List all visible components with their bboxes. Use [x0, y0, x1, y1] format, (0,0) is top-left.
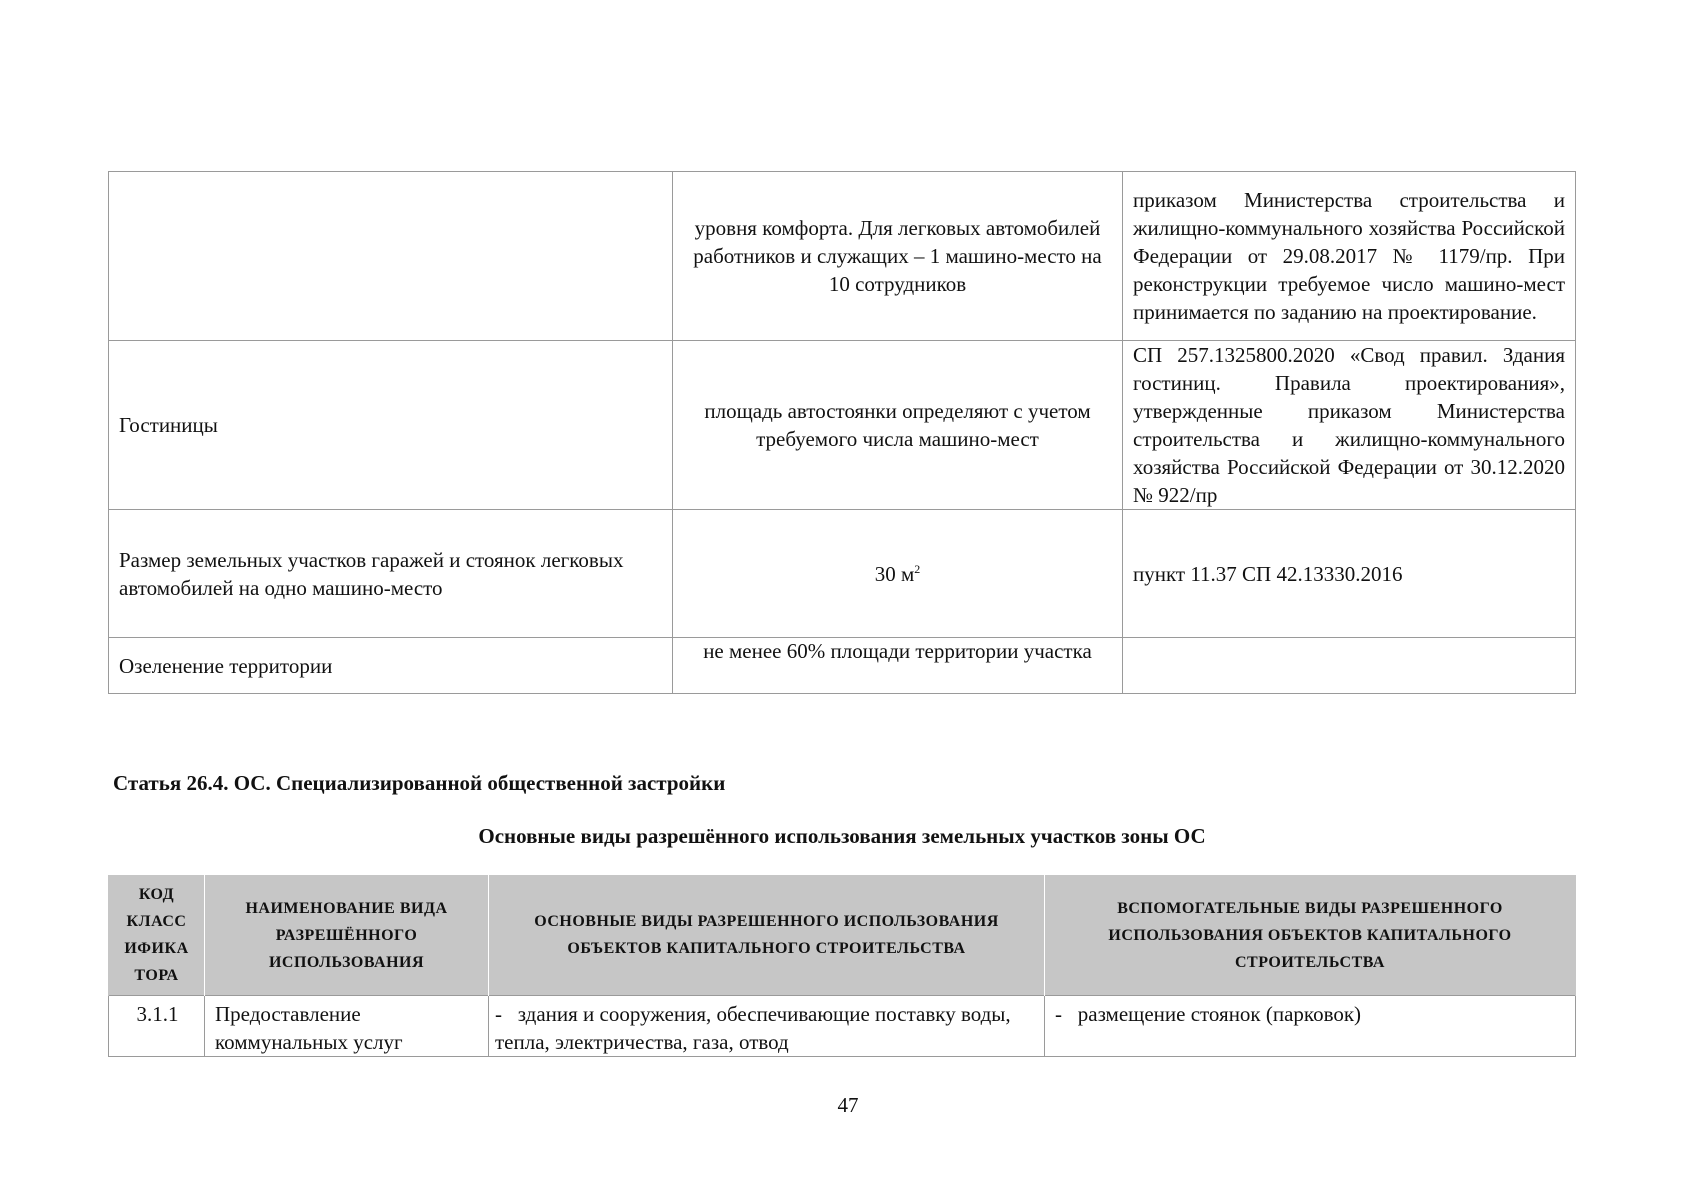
table-cell: пункт 11.37 СП 42.13330.2016: [1123, 510, 1576, 638]
use-code: 3.1.1: [109, 996, 205, 1057]
table-cell: Гостиницы: [109, 341, 673, 510]
table-cell: [109, 172, 673, 341]
table-cell: СП 257.1325800.2020 «Свод правил. Здания гостиниц. Правила проектирования», утвержденные приказом Министерства строительства и жилищно-коммунального хозяйства Российской Федерации от 30.12.2020 № 922/пр: [1123, 341, 1576, 510]
header-name: НАИМЕНОВАНИЕ ВИДА РАЗРЕШЁННОГО ИСПОЛЬЗОВАНИЯ: [205, 875, 489, 996]
permitted-use-table: [108, 875, 1576, 1057]
table-cell: [673, 510, 1123, 638]
table-row: [109, 341, 1576, 510]
table-cell: Озеленение территории: [109, 638, 673, 694]
header-code: [109, 875, 205, 996]
aux-uses-cell: - размещение стоянок (парковок): [1045, 996, 1576, 1057]
header-code-line: ТОРА: [134, 967, 179, 984]
use-name: Предоставление коммунальных услуг: [205, 996, 489, 1057]
header-code-line: КЛАСС: [126, 913, 187, 930]
table-row: [109, 638, 1576, 694]
header-code-line: КОД: [138, 886, 175, 903]
table-cell: не менее 60% площади территории участка: [673, 638, 1123, 694]
main-uses-cell: - здания и сооружения, обеспечивающие поставку воды, тепла, электричества, газа, отвод: [489, 996, 1045, 1057]
table-cell: Размер земельных участков гаражей и стоянок легковых автомобилей на одно машино-место: [109, 510, 673, 638]
table-cell: уровня комфорта. Для легковых автомобилей работников и служащих – 1 машино-место на 10 сотрудников: [673, 172, 1123, 341]
area-value: 30 м: [874, 561, 915, 586]
table-header-row: [109, 875, 1576, 996]
table-row: [109, 172, 1576, 341]
area-unit-superscript: 2: [914, 561, 921, 576]
header-code-line: ИФИКA: [124, 940, 189, 957]
parking-requirements-table: [108, 171, 1576, 694]
table-title: Основные виды разрешённого использования земельных участков зоны ОС: [478, 824, 1206, 848]
table-row: [109, 996, 1576, 1057]
table-row: [109, 510, 1576, 638]
table-cell: приказом Министерства строительства и жилищно-коммунального хозяйства Российской Федерации от 29.08.2017 № 1179/пр. При реконструкции требуемое число машино-мест принимается по заданию на проектирование.: [1123, 172, 1576, 341]
page-number: 47: [837, 1093, 859, 1117]
table-cell: площадь автостоянки определяют с учетом требуемого числа машино-мест: [673, 341, 1123, 510]
header-main-uses: ОСНОВНЫЕ ВИДЫ РАЗРЕШЕННОГО ИСПОЛЬЗОВАНИЯ ОБЪЕКТОВ КАПИТАЛЬНОГО СТРОИТЕЛЬСТВА: [489, 875, 1045, 996]
article-title: Статья 26.4. ОС. Специализированной общественной застройки: [113, 771, 726, 795]
table-cell: [1123, 638, 1576, 694]
header-aux-uses: ВСПОМОГАТЕЛЬНЫЕ ВИДЫ РАЗРЕШЕННОГО ИСПОЛЬЗОВАНИЯ ОБЪЕКТОВ КАПИТАЛЬНОГО СТРОИТЕЛЬСТВА: [1045, 875, 1576, 996]
